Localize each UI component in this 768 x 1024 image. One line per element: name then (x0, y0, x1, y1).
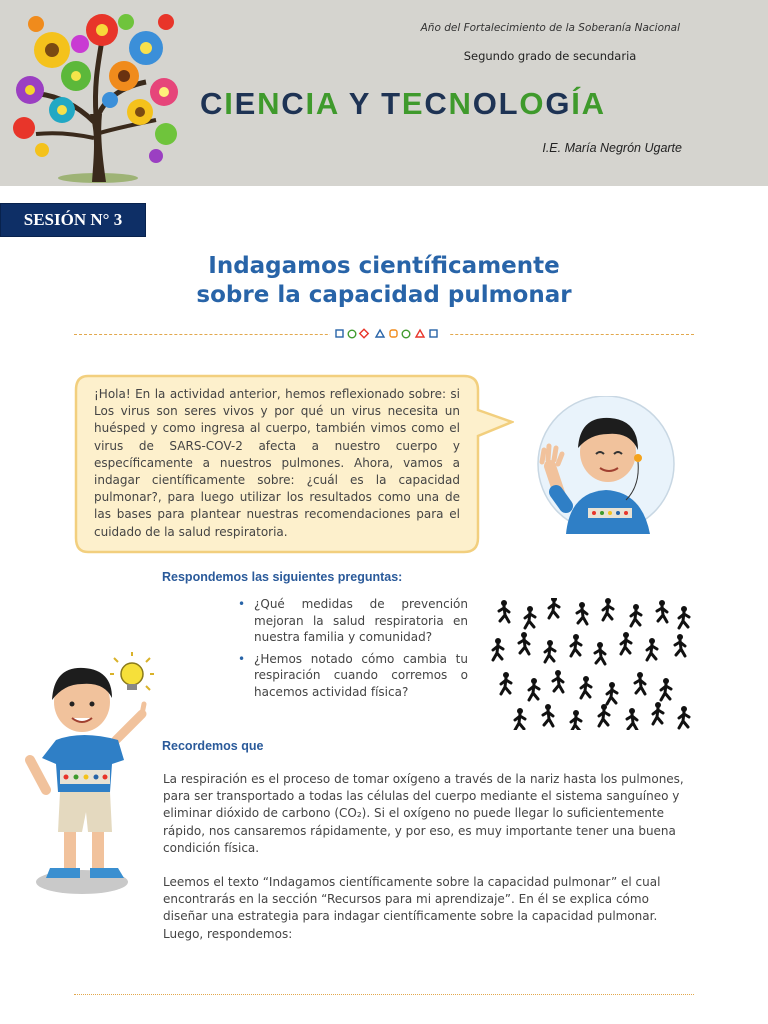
runner-silhouette (549, 598, 559, 618)
runner-silhouette (661, 678, 671, 700)
course-title-segment: T (381, 86, 402, 121)
runner-silhouette (679, 706, 689, 728)
course-title-segment: G (545, 86, 572, 121)
questions-list (238, 596, 468, 705)
runner-silhouette (577, 602, 587, 624)
runner-silhouette (499, 600, 509, 622)
remember-heading: Recordemos que (162, 739, 264, 753)
divider-shapes-icon (330, 327, 450, 341)
course-title-segment: Y (338, 86, 382, 121)
runner-silhouette (653, 702, 663, 724)
course-title-segment: O (472, 86, 499, 121)
runner-silhouette (529, 678, 539, 700)
grade-label: Segundo grado de secundaria (463, 49, 637, 63)
runner-silhouette (627, 708, 637, 730)
course-title-segment: I (224, 86, 235, 121)
course-title-segment: A (315, 86, 339, 121)
runner-silhouette (607, 682, 617, 704)
runner-silhouette (599, 704, 609, 726)
course-title-segment: A (581, 86, 606, 121)
course-title-segment: Í (571, 86, 582, 121)
course-title-segment: C (200, 86, 225, 121)
runner-silhouette (631, 604, 641, 626)
reading-instructions-paragraph: Leemos el texto “Indagamos científicamente sobre la capacidad pulmonar” el cual encontrarás en la sección “Recursos para mi aprendizaje”. En él se explica cómo diseñar una estrategia para indagar científicamente sobre la capacidad pulmonar. Luego, respondemos: (163, 875, 661, 941)
runner-silhouette (675, 634, 685, 656)
list-item (238, 651, 468, 701)
question-text: ¿Hemos notado cómo cambia tu respiración cuando corremos o hacemos actividad física? (254, 651, 468, 699)
runner-silhouette (545, 640, 555, 662)
page-title-line-2: sobre la capacidad pulmonar (196, 282, 572, 308)
runner-silhouette (571, 634, 581, 656)
questions-heading: Respondemos las siguientes preguntas: (162, 570, 403, 584)
course-title-segment: E (401, 86, 425, 121)
list-item (238, 596, 468, 646)
runner-silhouette (595, 642, 605, 664)
school-name: I.E. María Negrón Ugarte (542, 141, 682, 155)
national-motto: Año del Fortalecimiento de la Soberanía Nacional (420, 22, 680, 34)
running-people-silhouettes (486, 598, 696, 730)
course-title-segment: C (424, 86, 449, 121)
course-title-segment: L (498, 86, 520, 121)
pointing-boy-illustration (20, 652, 162, 902)
footer-divider (74, 994, 694, 995)
course-title (200, 86, 680, 122)
session-badge: SESIÓN N° 3 (0, 203, 146, 237)
page-title-line-1: Indagamos científicamente (208, 253, 560, 279)
runner-silhouette (493, 638, 503, 660)
runner-silhouette (501, 672, 511, 694)
course-title-segment: O (519, 86, 546, 121)
runner-silhouette (647, 638, 657, 660)
runner-silhouette (515, 708, 525, 730)
question-text: ¿Qué medidas de prevención mejoran la salud respiratoria en nuestra familia y comunidad? (254, 597, 468, 644)
page-title (140, 252, 628, 310)
intro-text: ¡Hola! En la actividad anterior, hemos reflexionado sobre: si Los virus son seres vivos y por qué un virus necesita un huésped y como ingresa al cuerpo, también vimos como el virus de SARS-COV-2 afecta a nuestro cuerpo y específicamente a nuestros pulmones. Ahora, vamos a indagar científicamente sobre: ¿cuál es la capacidad pulmonar?, para luego utilizar los resultados como una de las bases para plantear nuestras recomendaciones para el cuidado de la salud respiratoria. (94, 387, 460, 539)
waving-boy-avatar (530, 396, 678, 534)
runner-silhouette (525, 606, 535, 628)
runner-silhouette (679, 606, 689, 628)
runner-silhouette (519, 632, 529, 654)
course-title-segment: I (305, 86, 316, 121)
header-banner (0, 0, 768, 186)
respiration-paragraph: La respiración es el proceso de tomar oxígeno a través de la nariz hasta los pulmones, para ser transportado a todas las células del cuerpo mediante el sistema sanguíneo y eliminar dióxido de carbono (CO₂). Si el oxígeno no puede llegar lo suficientemente rápido, nos cansaremos rápidamente, y por eso, es muy importante tener una buena condición física. (163, 772, 684, 855)
runner-silhouette (603, 598, 613, 620)
runner-silhouette (621, 632, 631, 654)
runner-silhouette (657, 600, 667, 622)
course-title-segment: C (281, 86, 306, 121)
course-title-segment: N (448, 86, 473, 121)
runner-silhouette (635, 672, 645, 694)
runner-silhouette (543, 704, 553, 726)
bullet-icon: • (238, 597, 246, 611)
runner-silhouette (553, 670, 563, 692)
course-title-segment: N (257, 86, 282, 121)
runner-silhouette (571, 710, 581, 730)
flower-tree-logo (6, 4, 186, 184)
runner-silhouette (581, 676, 591, 698)
course-title-segment: E (234, 86, 258, 121)
bullet-icon: • (238, 651, 246, 666)
lightbulb-icon (110, 652, 154, 690)
